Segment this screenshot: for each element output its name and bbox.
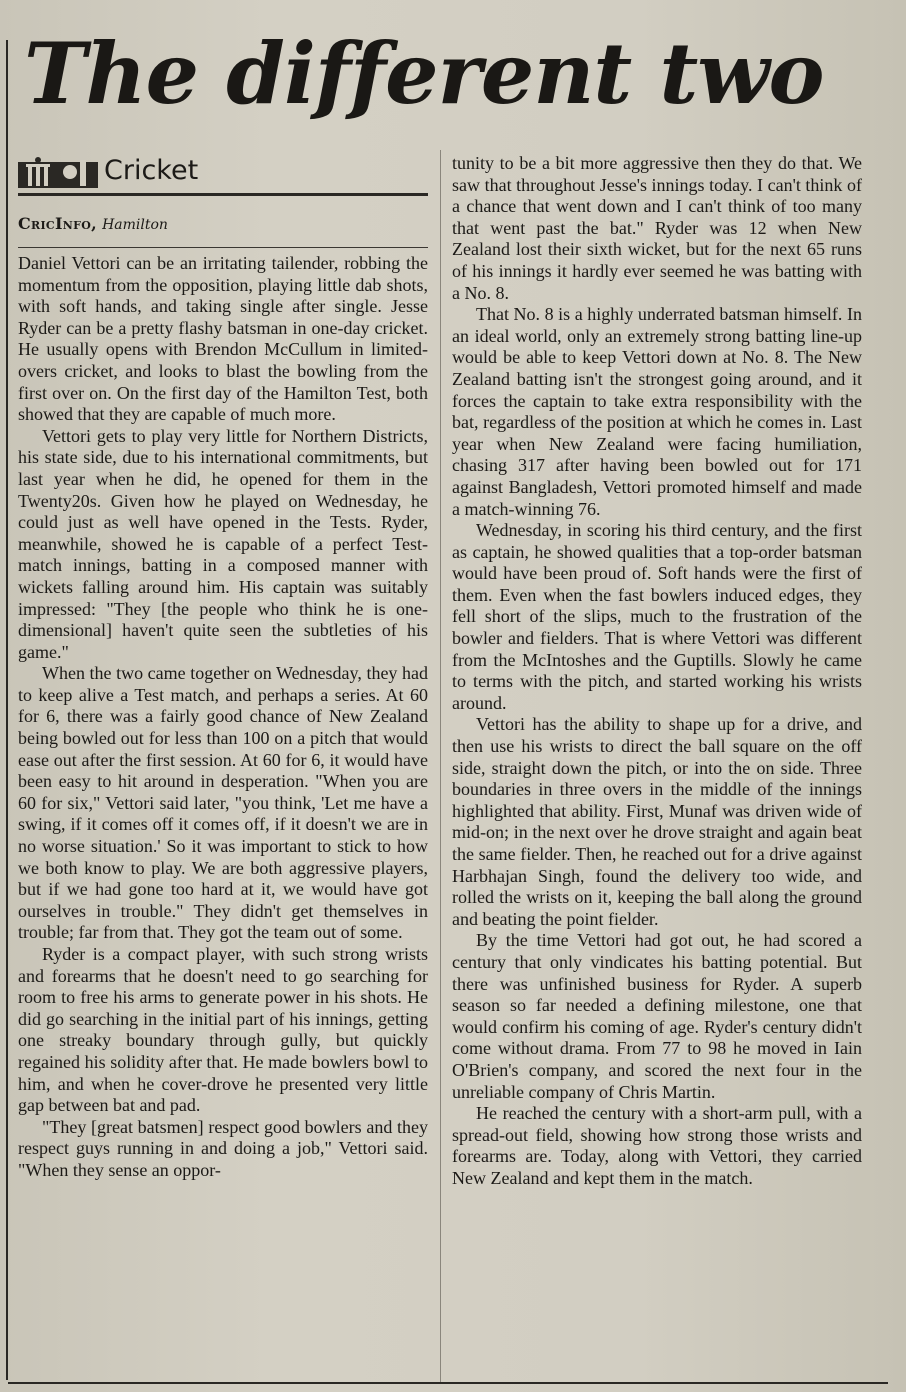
section-header xyxy=(18,150,428,194)
paragraph: tunity to be a bit more aggressive then they do that. We saw that throughout Jesse's innings today. I can't think of a chance that went down and I can't think of too many that went past the bat." Ryder was 12 when New Zealand lost their sixth wicket, but for the next 65 runs of his innings it hardly ever seemed he was batting with a No. 8. xyxy=(452,153,862,303)
byline-source: CricInfo, xyxy=(18,214,97,233)
article-column-left xyxy=(18,253,428,1182)
paragraph: That No. 8 is a highly underrated batsman himself. In an ideal world, only an extremely strong batting line-up would be able to keep Vettori down at No. 8. The New Zealand batting isn't the strongest going around, and it forces the captain to take extra responsibility with the bat, regardless of the position at which he comes in. Last year when New Zealand were facing humiliation, chasing 317 after having been bowled out for 171 against Bangladesh, Vettori promoted himself and made a match-winning 76. xyxy=(452,304,862,519)
paragraph: Ryder is a compact player, with such strong wrists and forearms that he doesn't need to go searching for room to free his arms to generate power in his shots. He did go searching in the initial part of his innings, getting one streaky boundary through gully, but quickly regained his solidity after that. He made bowlers bowl to him, and when he cover-drove he presented very little gap between bat and pad. xyxy=(18,944,428,1116)
paragraph: "They [great batsmen] respect good bowlers and they respect guys running in and doing a job," Vettori said. "When they sense an oppor- xyxy=(18,1116,428,1180)
paragraph: By the time Vettori had got out, he had scored a century that only vindicates his batting potential. But there was unfinished business for Ryder. A superb season so far needed a defining milestone, one that would confirm his coming of age. Ryder's century didn't come without drama. From 77 to 98 he moved in Iain O'Brien's company, and scored the next four in the unreliable company of Chris Martin. xyxy=(452,930,862,1102)
bottom-rule xyxy=(8,1382,888,1384)
paragraph: When the two came together on Wednesday, they had to keep alive a Test match, and perhaps a series. At 60 for 6, there was a fairly good chance of New Zealand being bowled out for less than 100 on a pitch that would ease out after the first session. At 60 for 6, it would have been easy to hit around in desperation. "When you are 60 for six," Vettori said later, "you think, 'Let me have a swing, if it comes off it comes off, if it doesn't we are in no worse situation.' So it was important to stick to how we both know to play. We are both aggressive players, but if we had gone too hard at it, we would have got ourselves in trouble." They didn't get themselves in trouble; far from that. They got the team out of some. xyxy=(18,663,428,943)
paragraph: Vettori gets to play very little for Northern Districts, his state side, due to his international commitments, but last year when he did, he opened for them in the Twenty20s. Given how he played on Wednesday, he could just as well have opened in the Tests. Ryder, meanwhile, showed he is capable of a perfect Test-match innings, batting in a composed manner with wickets falling around him. His captain was suitably impressed: "They [the people who think he is one-dimensional] haven't quite seen the subtleties of his game." xyxy=(18,425,428,662)
left-margin-rule xyxy=(6,40,8,1380)
paragraph: Daniel Vettori can be an irritating tailender, robbing the momentum from the opposition, playing little dab shots, with soft hands, and taking single after single. Jesse Ryder can be a pretty flashy batsman in one-day cricket. He usually opens with Brendon McCullum in limited-overs cricket, and looks to blast the bowling from the first over on. On the first day of the Hamilton Test, both showed that they are capable of much more. xyxy=(18,253,428,425)
headline: The different two xyxy=(24,24,824,123)
article-column-right xyxy=(452,153,862,1190)
column-divider xyxy=(440,150,441,1382)
cricket-icon xyxy=(18,156,98,188)
byline xyxy=(18,212,428,237)
paragraph: Wednesday, in scoring his third century, and the first as captain, he showed qualities that a top-order batsman would have been proud of. Soft hands were the first of them. Even when the fast bowlers induced edges, they fell short of the slips, much to the frustration of the bowler and fielders. That is where Vettori was different from the McIntoshes and the Guptills. Slowly he came to terms with the pitch, and started working his wrists around. xyxy=(452,520,862,713)
paragraph: Vettori has the ability to shape up for a drive, and then use his wrists to direct the ball square on the off side, straight down the pitch, or into the on side. Three boundaries in three overs in the middle of the innings highlighted that ability. First, Munaf was driven wide of mid-on; in the next over he drove straight and again beat the same fielder. Then, he reached out for a drive against Harbhajan Singh, found the delivery too wide, and rolled the wrists on it, keeping the ball along the ground and beating the point fielder. xyxy=(452,714,862,929)
section-label: Cricket xyxy=(104,155,199,186)
paragraph: He reached the century with a short-arm pull, with a spread-out field, showing how strong those wrists and forearms are. Today, along with Vettori, they carried New Zealand and kept them in the match. xyxy=(452,1103,862,1188)
section-rule xyxy=(18,193,428,196)
byline-rule xyxy=(18,247,428,248)
byline-location: Hamilton xyxy=(102,217,168,233)
